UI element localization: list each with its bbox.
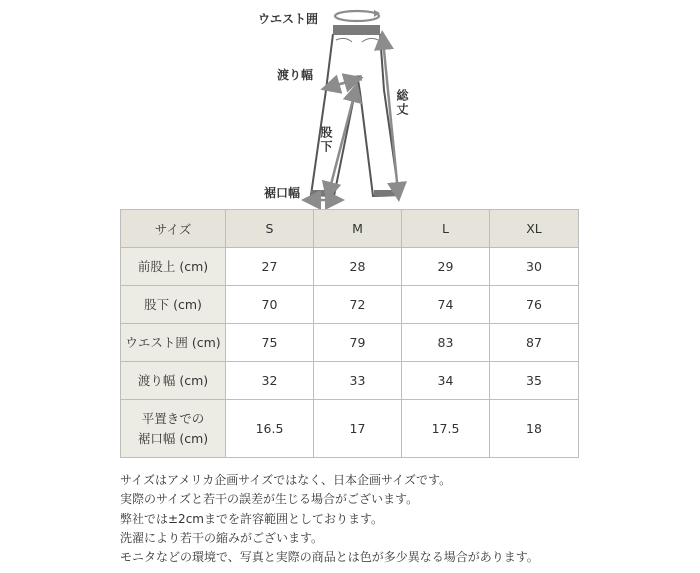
cell: 70 [226,286,314,324]
hem-band-right [374,190,399,196]
pants-illustration [0,0,700,210]
note-line: 洗濯により若干の縮みがございます。 [120,530,324,545]
note-line: 弊社では±2cmまでを許容範囲としております。 [120,511,384,526]
cell: 72 [314,286,402,324]
cell: 29 [402,248,490,286]
note-line: サイズはアメリカ企画サイズではなく、日本企画サイズです。 [120,473,452,487]
table-row [121,362,579,400]
hem-label: 裾口幅 [264,186,301,200]
cell: 35 [490,362,579,400]
cell: 18 [490,400,579,458]
size-notes [120,471,539,567]
cell: 75 [226,324,314,362]
cell: 32 [226,362,314,400]
cell: 16.5 [226,400,314,458]
waistband [333,25,380,35]
thigh-measure-arrow [330,80,354,87]
table-row [121,324,579,362]
row-label: ウエスト囲 (cm) [121,324,226,362]
table-row [121,248,579,286]
table-row [121,286,579,324]
note-line: 実際のサイズと若干の誤差が生じる場合がございます。 [120,492,419,507]
cell: 28 [314,248,402,286]
header-l: L [402,210,490,248]
cell: 17 [314,400,402,458]
waist-measure-arrow [335,11,379,21]
waist-label: ウエスト囲 [258,12,319,26]
cell: 17.5 [402,400,490,458]
inseam-label: 股下 [319,126,333,154]
cell: 79 [314,324,402,362]
cell: 34 [402,362,490,400]
note-line: モニタなどの環境で、写真と実際の商品とは色が多少異なる場合があります。 [120,550,539,565]
header-s: S [226,210,314,248]
row-label: 股下 (cm) [121,286,226,324]
cell: 27 [226,248,314,286]
pants-size-diagram [0,0,700,210]
header-size: サイズ [121,210,226,248]
size-table [120,209,579,458]
header-m: M [314,210,402,248]
cell: 83 [402,324,490,362]
cell: 76 [490,286,579,324]
row-label: 渡り幅 (cm) [121,362,226,400]
cell: 74 [402,286,490,324]
thigh-label: 渡り幅 [277,68,314,82]
cell: 30 [490,248,579,286]
size-header-row [121,210,579,248]
row-label: 平置きでの 裾口幅 (cm) [121,400,226,458]
length-label: 総丈 [395,89,409,117]
cell: 33 [314,362,402,400]
table-row [121,400,579,458]
row-label: 前股上 (cm) [121,248,226,286]
cell: 87 [490,324,579,362]
header-xl: XL [490,210,579,248]
